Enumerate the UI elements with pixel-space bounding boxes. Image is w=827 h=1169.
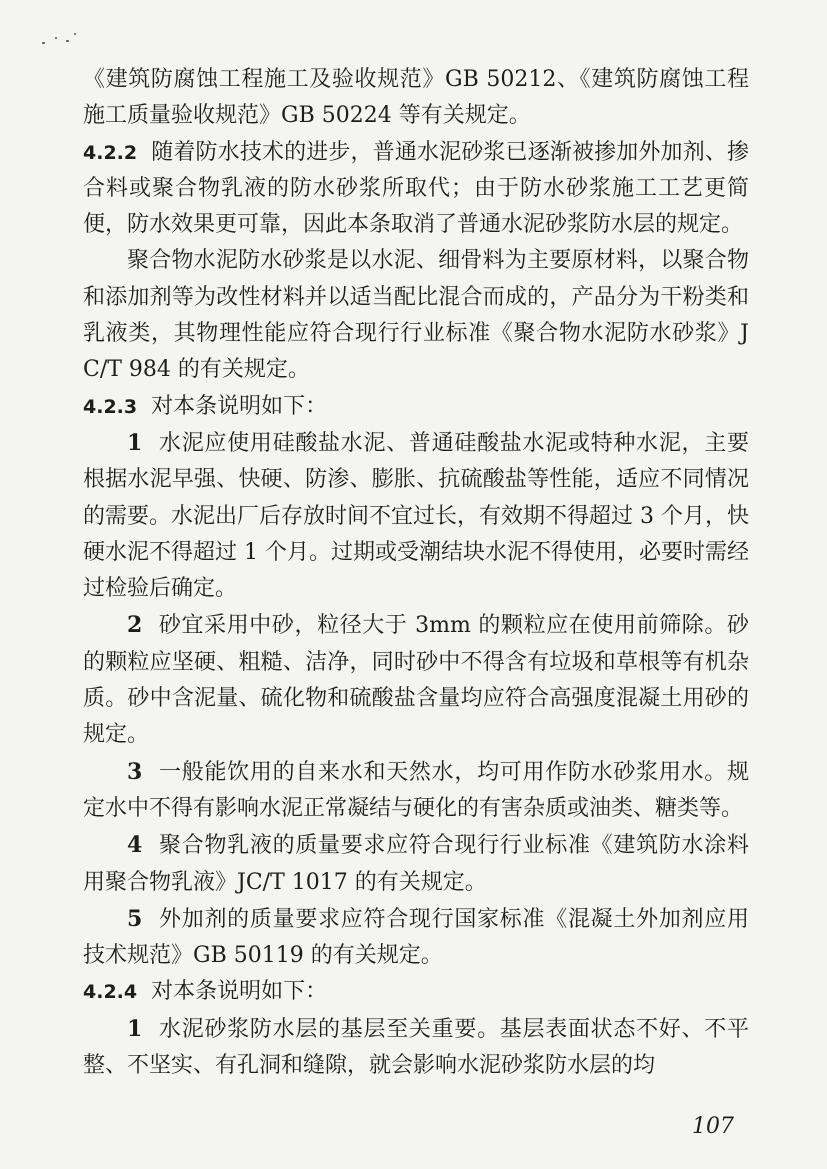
scan-speck <box>66 40 69 42</box>
list-item <box>83 754 749 828</box>
item-number: 3 <box>127 758 143 785</box>
item-number: 4 <box>127 832 143 859</box>
paragraph-indent <box>83 243 749 388</box>
list-item <box>83 425 749 607</box>
body-text <box>83 62 749 1084</box>
page-number: 107 <box>692 1114 734 1139</box>
paragraph-text: 聚合物水泥防水砂浆是以水泥、细骨料为主要原材料，以聚合物和添加剂等为改性材料并以适当配比混合而成的，产品分为干粉类和乳液类，其物理性能应符合现行行业标准《聚合物水泥防水砂浆》JC/T 984 的有关规定。 <box>83 248 749 383</box>
item-text: 聚合物乳液的质量要求应符合现行行业标准《建筑防水涂料用聚合物乳液》JC/T 1017 的有关规定。 <box>83 833 749 895</box>
item-text: 砂宜采用中砂，粒径大于 3mm 的颗粒应在使用前筛除。砂的颗粒应坚硬、粗糙、洁净，同时砂中不得含有垃圾和草根等有机杂质。砂中含泥量、硫化物和硫酸盐含量均应符合高强度混凝土用砂的规定。 <box>83 613 749 748</box>
clause-number: 4.2.4 <box>83 981 138 1004</box>
list-item <box>83 607 749 753</box>
item-text: 水泥砂浆防水层的基层至关重要。基层表面状态不好、不平整、不坚实、有孔洞和缝隙，就会影响水泥砂浆防水层的均 <box>83 1016 749 1079</box>
list-item <box>83 901 749 975</box>
scan-speck <box>55 37 57 39</box>
clause-number: 4.2.3 <box>83 395 138 418</box>
paragraph-continuation <box>83 62 749 135</box>
item-number: 5 <box>127 905 143 932</box>
scan-speck <box>42 42 45 44</box>
clause-4-2-2 <box>83 135 749 244</box>
clause-text: 对本条说明如下： <box>151 393 328 419</box>
clause-text: 随着防水技术的进步，普通水泥砂浆已逐渐被掺加外加剂、掺合料或聚合物乳液的防水砂浆所取代；由于防水砂浆施工工艺更简便，防水效果更可靠，因此本条取消了普通水泥砂浆防水层的规定。 <box>83 139 749 238</box>
paragraph-text: 《建筑防腐蚀工程施工及验收规范》GB 50212、《建筑防腐蚀工程施工质量验收规范》GB 50224 等有关规定。 <box>83 67 749 129</box>
item-text: 一般能饮用的自来水和天然水，均可用作防水砂浆用水。规定水中不得有影响水泥正常凝结与硬化的有害杂质或油类、糖类等。 <box>83 759 749 821</box>
clause-number: 4.2.2 <box>83 141 138 164</box>
list-item <box>83 1011 749 1085</box>
item-text: 水泥应使用硅酸盐水泥、普通硅酸盐水泥或特种水泥，主要根据水泥早强、快硬、防渗、膨胀、抗硫酸盐等性能，适应不同情况的需要。水泥出厂后存放时间不宜过长，有效期不得超过 3 个月，快硬水泥不得超过 1 个月。过期或受潮结块水泥不得使用，必要时需经过检验后确定。 <box>83 430 749 602</box>
item-text: 外加剂的质量要求应符合现行国家标准《混凝土外加剂应用技术规范》GB 50119 的有关规定。 <box>83 906 749 969</box>
item-number: 1 <box>127 1015 143 1042</box>
clause-4-2-3 <box>83 389 749 425</box>
list-item <box>83 827 749 901</box>
clause-4-2-4 <box>83 974 749 1010</box>
scan-speck <box>74 33 76 35</box>
clause-text: 对本条说明如下： <box>151 979 328 1005</box>
item-number: 2 <box>127 612 143 639</box>
item-number: 1 <box>127 429 143 456</box>
